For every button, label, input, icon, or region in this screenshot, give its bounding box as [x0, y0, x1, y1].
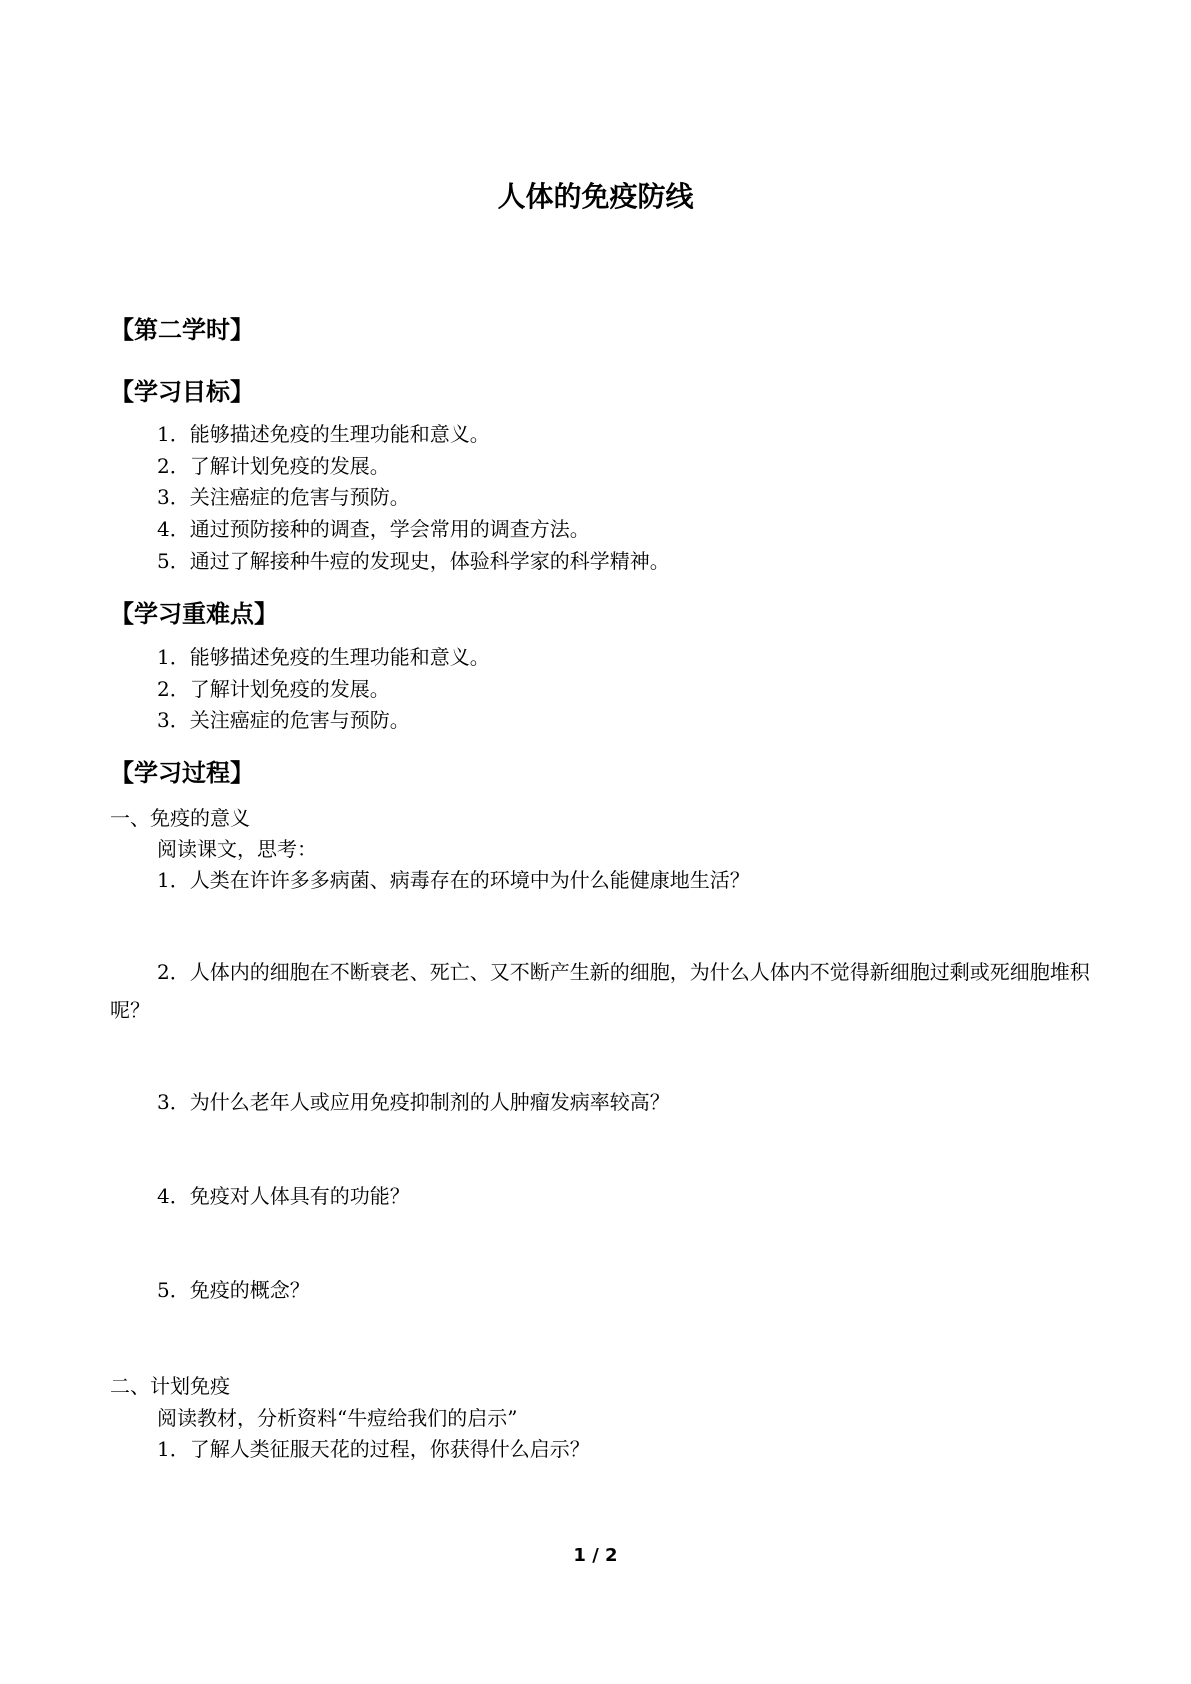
objective-item: 2．了解计划免疫的发展。 — [157, 454, 390, 478]
section-2-question: 1．了解人类征服天花的过程，你获得什么启示？ — [157, 1437, 590, 1461]
section-1-question: 1．人类在许许多多病菌、病毒存在的环境中为什么能健康地生活？ — [157, 868, 750, 892]
process-heading: 【学习过程】 — [110, 759, 254, 787]
section-2-intro: 阅读教材，分析资料“牛痘给我们的启示” — [157, 1406, 518, 1430]
key-point-item: 3．关注癌症的危害与预防。 — [157, 708, 410, 732]
section-1-question: 2．人体内的细胞在不断衰老、死亡、又不断产生新的细胞，为什么人体内不觉得新细胞过剩或死细胞堆积呢？ — [110, 960, 1090, 1022]
section-1-question: 5．免疫的概念？ — [157, 1278, 310, 1302]
section-2-title: 二、计划免疫 — [110, 1374, 230, 1398]
section-1-intro: 阅读课文，思考： — [157, 837, 317, 861]
section-1-question: 3．为什么老年人或应用免疫抑制剂的人肿瘤发病率较高？ — [157, 1090, 670, 1114]
key-point-item: 1．能够描述免疫的生理功能和意义。 — [157, 645, 490, 669]
objective-item: 5．通过了解接种牛痘的发现史，体验科学家的科学精神。 — [157, 549, 670, 573]
section-1-question: 4．免疫对人体具有的功能？ — [157, 1184, 410, 1208]
objective-item: 4．通过预防接种的调查，学会常用的调查方法。 — [157, 517, 590, 541]
document-title: 人体的免疫防线 — [497, 180, 694, 213]
page-number: 1 / 2 — [573, 1545, 618, 1566]
key-point-item: 2．了解计划免疫的发展。 — [157, 677, 390, 701]
objectives-heading: 【学习目标】 — [110, 378, 254, 406]
section-1-title: 一、免疫的意义 — [110, 806, 250, 830]
lesson-heading: 【第二学时】 — [110, 316, 254, 344]
objective-item: 1．能够描述免疫的生理功能和意义。 — [157, 422, 490, 446]
objective-item: 3．关注癌症的危害与预防。 — [157, 485, 410, 509]
key-points-heading: 【学习重难点】 — [110, 600, 278, 628]
